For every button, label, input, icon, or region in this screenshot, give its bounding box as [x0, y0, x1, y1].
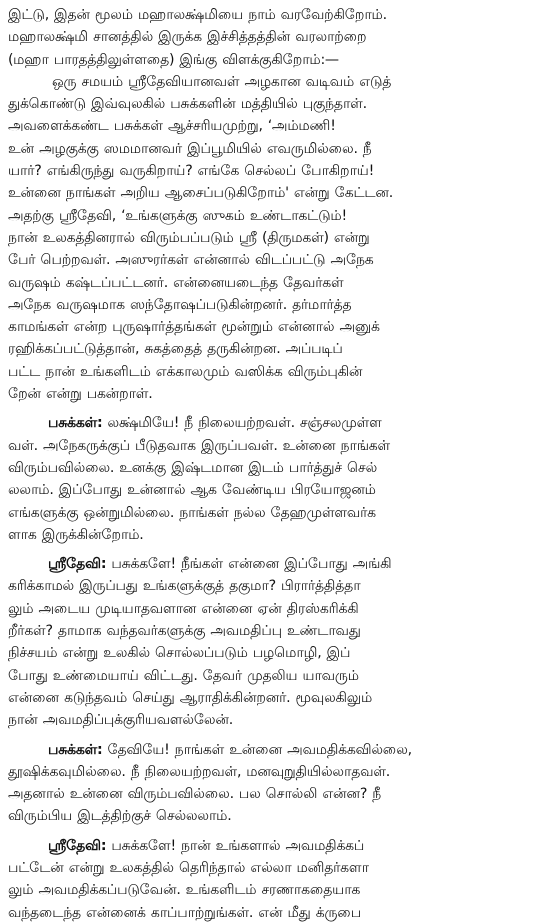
text-line	[8, 227, 540, 249]
line-text: கரிக்காமல் இருப்பது உங்களுக்குத் தகுமா? பிரார்த்தித்தா	[8, 578, 361, 595]
line-text: பட்டேன் என்று உலகத்தில் தெரிந்தால் எல்லா மனிதர்களா	[8, 859, 369, 876]
text-line	[8, 553, 540, 575]
line-text: லும் அவமதிக்கப்படுவேன். உங்களிடம் சரணாகதையாக	[8, 882, 361, 899]
paragraph	[8, 739, 540, 828]
line-text: அதற்கு ஸ்ரீதேவி, ‘உங்களுக்கு ஸுகம் உண்டாகட்டும்!	[8, 207, 347, 224]
text-line	[8, 739, 540, 761]
text-line	[8, 783, 540, 805]
line-text: என்னை கடுந்தவம் செய்து ஆராதிக்கின்றனர். மூவுலகிலும்	[8, 689, 373, 706]
paragraph-gap	[8, 828, 540, 835]
line-text: (மஹா பாரதத்திலுள்ளதை) இங்கு விளக்குகிறோம்:—	[8, 51, 339, 68]
line-text: வள். அநேகருக்குப் பீடுதவாக இருப்பவள். உன்னை நாங்கள்	[8, 437, 390, 454]
line-text: உன்னை நாங்கள் அறிய ஆசைப்படுகிறோம்' என்று கேட்டன.	[8, 185, 393, 202]
text-line	[8, 361, 540, 383]
text-line	[8, 709, 540, 731]
text-line	[8, 835, 540, 857]
line-text: லக்ஷ்மியே! நீ நிலையற்றவள். சஞ்சலமுள்ள	[107, 415, 382, 432]
line-text: அதனால் உன்னை விரும்பவில்லை. பல சொல்லி என்ன? நீ	[8, 786, 381, 803]
text-line	[8, 138, 540, 160]
line-text: போது உண்மையாய் விட்டது. தேவர் முதலிய யாவரும்	[8, 667, 359, 684]
line-text: விரும்பிய இடத்திற்குச் செல்லலாம்.	[8, 808, 232, 825]
line-text: தேவியே! நாங்கள் உன்னை அவமதிக்கவில்லை,	[107, 741, 412, 758]
line-text: றேன் என்று பகன்றாள்.	[8, 386, 153, 403]
text-line	[8, 294, 540, 316]
line-text: நிச்சயம் என்று உலகில் சொல்லப்படும் பழமொழி, இப்	[8, 645, 351, 662]
text-line	[8, 620, 540, 642]
line-text: ஒரு சமயம் ஸ்ரீதேவியானவள் அழகான வடிவம் எடுத்	[52, 73, 392, 90]
text-line	[8, 761, 540, 783]
text-line	[8, 71, 540, 93]
text-line	[8, 524, 540, 546]
line-text: மஹாலக்ஷ்மி சானத்தில் இருக்க இச்சித்தத்தின் வரலாற்றை	[8, 29, 367, 46]
text-line	[8, 435, 540, 457]
line-text: வருஷம் கஷ்டப்பட்டனர். என்னையடைந்த தேவர்கள்	[8, 274, 344, 291]
line-text: எங்களுக்கு ஒன்றுமில்லை. நாங்கள் நல்ல தேஹமுள்ளவர்க	[8, 504, 376, 521]
line-text: பேர் பெற்றவள். அஸுரர்கள் என்னால் விடப்பட்டு அநேக	[8, 252, 374, 269]
line-text: தூஷிக்கவுமில்லை. நீ நிலையற்றவள், மனவுறுதியில்லாதவள்.	[8, 763, 390, 780]
speaker-label: பசுக்கள்:	[48, 415, 103, 432]
line-text: நான் உலகத்தினரால் விரும்பப்படும் ஸ்ரீ (திருமகள்) என்று	[8, 229, 370, 246]
line-text: துக்கொண்டு இவ்வுலகில் பசுக்களின் மத்தியில் புகுந்தாள்.	[8, 96, 367, 113]
text-line	[8, 598, 540, 620]
line-text: காமங்கள் என்ற புருஷார்த்தங்கள் மூன்றும் என்னால் அனுக்	[8, 319, 380, 336]
paragraph	[8, 71, 540, 405]
line-text: உன் அழகுக்கு ஸமமானவர் இப்பூமியில் எவருமில்லை. நீ	[8, 140, 372, 157]
text-line	[8, 879, 540, 901]
paragraph-gap	[8, 546, 540, 553]
text-line	[8, 272, 540, 294]
text-line	[8, 115, 540, 137]
text-line	[8, 338, 540, 360]
text-line	[8, 479, 540, 501]
text-line	[8, 642, 540, 664]
text-line	[8, 857, 540, 879]
line-text: றீர்கள்? தாமாக வந்தவர்களுக்கு அவமதிப்பு உண்டாவது	[8, 623, 361, 640]
text-line	[8, 665, 540, 687]
text-line	[8, 457, 540, 479]
text-line	[8, 160, 540, 182]
line-text: விரும்பவில்லை. உனக்கு இஷ்டமான இடம் பார்த்துச் செல்	[8, 459, 377, 476]
line-text: இட்டு, இதன் மூலம் மஹாலக்ஷ்மியை நாம் வரவேற்கிறோம்.	[8, 7, 387, 23]
text-line	[8, 93, 540, 115]
line-text: ளாக இருக்கின்றோம்.	[8, 526, 144, 543]
text-line	[8, 249, 540, 271]
text-line	[8, 4, 540, 26]
text-line	[8, 805, 540, 827]
line-text: லும் அடைய முடியாதவளான என்னை ஏன் திரஸ்கரிக்கி	[8, 600, 359, 617]
speaker-label: ஸ்ரீதேவி:	[48, 837, 107, 854]
paragraph	[8, 4, 540, 71]
line-text: பட்ட நான் உங்களிடம் எக்காலமும் வஸிக்க விரும்புகின்	[8, 363, 363, 380]
line-text: வந்தடைந்த என்னைக் காப்பாற்றுங்கள். என் மீது க்ருபை	[8, 904, 361, 921]
speaker-label: பசுக்கள்:	[48, 741, 103, 758]
line-text: ரஹிக்கப்பட்டுத்தான், சுகத்தைத் தருகின்றன. அப்படிப்	[8, 341, 343, 358]
text-line	[8, 412, 540, 434]
paragraph-gap	[8, 405, 540, 412]
line-text: யார்? எங்கிருந்து வருகிறாய்? எங்கே செல்லப் போகிறாய்!	[8, 163, 374, 180]
paragraph-gap	[8, 732, 540, 739]
text-line	[8, 26, 540, 48]
text-line	[8, 205, 540, 227]
paragraph	[8, 412, 540, 546]
text-line	[8, 383, 540, 405]
line-text: நான் அவமதிப்புக்குரியவளல்லேன்.	[8, 712, 233, 729]
text-line	[8, 575, 540, 597]
line-text: லலாம். இப்போது உன்னால் ஆக வேண்டிய பிரயோஜனம்	[8, 482, 376, 499]
paragraph	[8, 553, 540, 731]
line-text: அநேக வருஷமாக ஸந்தோஷப்படுகின்றனர். தர்மார்த்த	[8, 296, 352, 313]
line-text: அவளைக்கண்ட பசுக்கள் ஆச்சரியமுற்று, ‘அம்மணி!	[8, 118, 336, 135]
text-line	[8, 902, 540, 924]
line-text: பசுக்களே! நீங்கள் என்னை இப்போது அங்கி	[111, 556, 392, 573]
speaker-label: ஸ்ரீதேவி:	[48, 556, 107, 573]
line-text: பசுக்களே! நான் உங்களால் அவமதிக்கப்	[111, 837, 365, 854]
text-line	[8, 687, 540, 709]
text-line	[8, 316, 540, 338]
paragraph	[8, 835, 540, 924]
text-line	[8, 502, 540, 524]
text-line	[8, 182, 540, 204]
text-line	[8, 49, 540, 71]
